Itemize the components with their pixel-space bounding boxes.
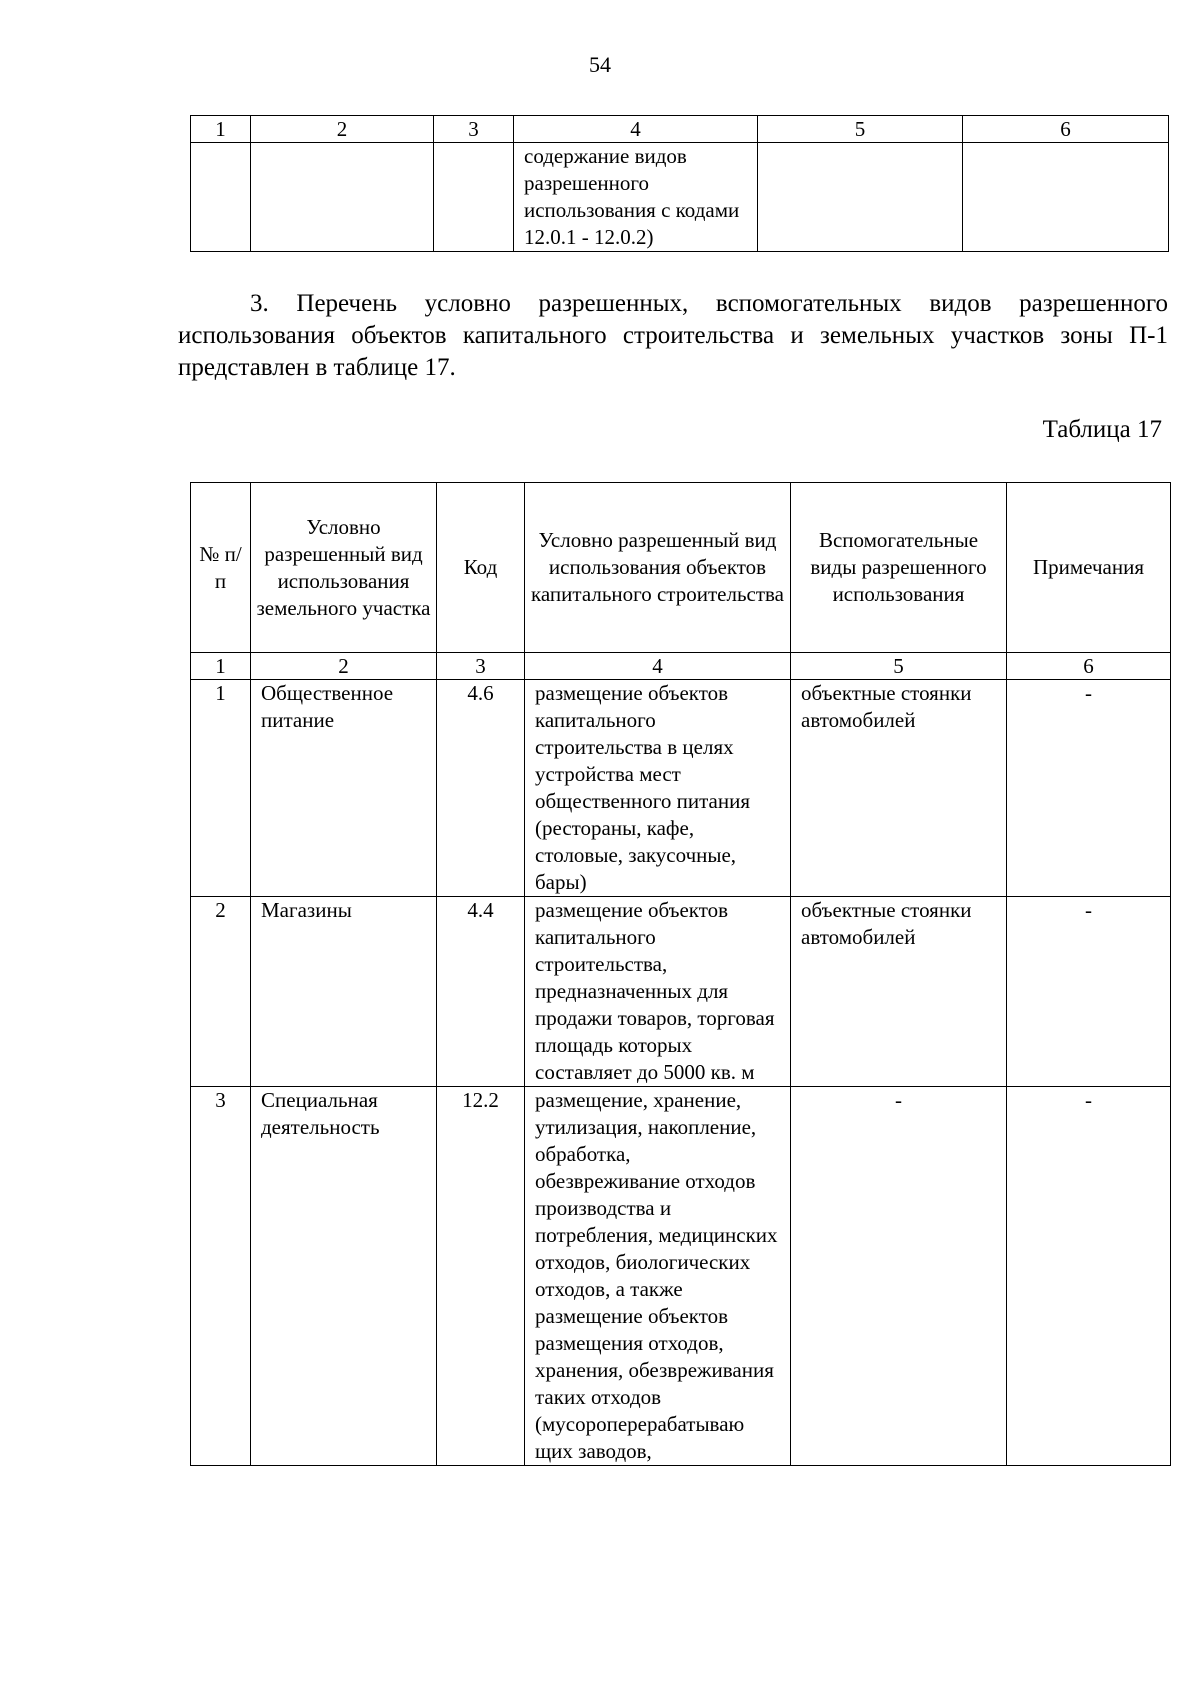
code-cell: 12.2	[437, 1087, 525, 1466]
construction-use-cell: размещение объектов капитального строительства, предназначенных для продажи товаров, торговая площадь которых составляет до 5000 кв. м	[525, 897, 791, 1087]
table-cell	[758, 143, 963, 252]
header-auxiliary-use: Вспомогательные виды разрешенного использования	[791, 483, 1007, 653]
column-number: 4	[525, 653, 791, 680]
construction-use-cell: размещение объектов капитального строительства в целях устройства мест общественного питания (рестораны, кафе, столовые, закусочные, бары)	[525, 680, 791, 897]
header-code: Код	[437, 483, 525, 653]
header-construction-use: Условно разрешенный вид использования объектов капитального строительства	[525, 483, 791, 653]
table-caption: Таблица 17	[1042, 416, 1162, 443]
column-number: 1	[191, 653, 251, 680]
row-number: 3	[191, 1087, 251, 1466]
table-cell: содержание видов разрешенного использования с кодами 12.0.1 - 12.0.2)	[514, 143, 758, 252]
header-notes: Примечания	[1007, 483, 1171, 653]
table-row	[191, 1087, 1171, 1466]
code-cell: 4.6	[437, 680, 525, 897]
row-number: 2	[191, 897, 251, 1087]
table-cell	[963, 143, 1169, 252]
table-row	[191, 143, 1169, 252]
column-number-row	[191, 116, 1169, 143]
auxiliary-use-cell: объектные стоянки автомобилей	[791, 680, 1007, 897]
continued-table	[190, 115, 1169, 252]
table-cell	[434, 143, 514, 252]
column-number: 1	[191, 116, 251, 143]
column-number: 3	[434, 116, 514, 143]
auxiliary-use-cell: -	[791, 1087, 1007, 1466]
table-17	[190, 482, 1171, 1466]
page-number: 54	[589, 52, 611, 77]
auxiliary-use-cell: объектные стоянки автомобилей	[791, 897, 1007, 1087]
column-number: 5	[758, 116, 963, 143]
column-number: 2	[251, 116, 434, 143]
column-number: 4	[514, 116, 758, 143]
column-number: 6	[963, 116, 1169, 143]
notes-cell: -	[1007, 680, 1171, 897]
land-use-cell: Магазины	[251, 897, 437, 1087]
code-cell: 4.4	[437, 897, 525, 1087]
header-number: № п/п	[191, 483, 251, 653]
construction-use-cell: размещение, хранение, утилизация, накопление, обработка, обезвреживание отходов производства и потребления, медицинских отходов, биологических отходов, а также размещение объектов размещения отходов, хранения, обезвреживания таких отходов (мусороперерабатываю щих заводов,	[525, 1087, 791, 1466]
header-land-use: Условно разрешенный вид использования земельного участка	[251, 483, 437, 653]
table-cell	[191, 143, 251, 252]
column-number: 3	[437, 653, 525, 680]
column-number: 2	[251, 653, 437, 680]
land-use-cell: Специальная деятельность	[251, 1087, 437, 1466]
table-cell	[251, 143, 434, 252]
table-row	[191, 680, 1171, 897]
row-number: 1	[191, 680, 251, 897]
column-number: 5	[791, 653, 1007, 680]
land-use-cell: Общественное питание	[251, 680, 437, 897]
header-row	[191, 483, 1171, 653]
notes-cell: -	[1007, 897, 1171, 1087]
column-number: 6	[1007, 653, 1171, 680]
column-number-row	[191, 653, 1171, 680]
section-paragraph: 3. Перечень условно разрешенных, вспомогательных видов разрешенного использования объектов капитального строительства и земельных участков зоны П-1 представлен в таблице 17.	[178, 290, 1168, 381]
table-row	[191, 897, 1171, 1087]
notes-cell: -	[1007, 1087, 1171, 1466]
